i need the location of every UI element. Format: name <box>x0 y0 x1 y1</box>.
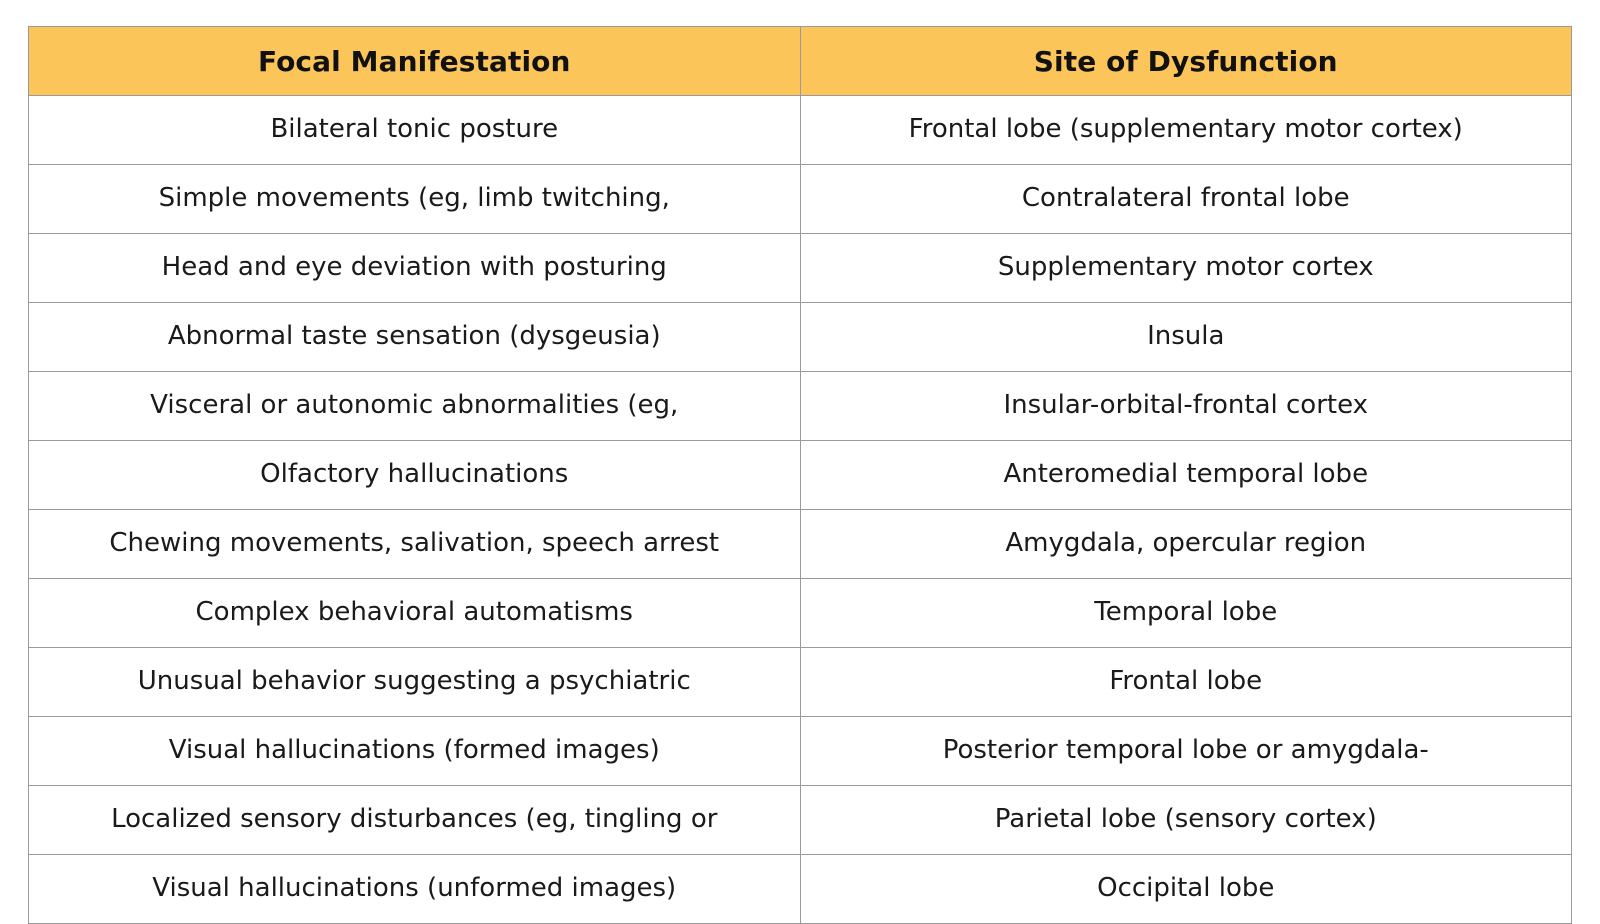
table-header <box>29 27 1572 96</box>
table-row <box>29 372 1572 441</box>
table-row <box>29 717 1572 786</box>
table-row <box>29 303 1572 372</box>
table-row <box>29 441 1572 510</box>
cell-site: Posterior temporal lobe or amygdala- <box>800 717 1572 786</box>
cell-manifestation: Abnormal taste sensation (dysgeusia) <box>29 303 801 372</box>
cell-site: Contralateral frontal lobe <box>800 165 1572 234</box>
cell-site: Temporal lobe <box>800 579 1572 648</box>
cell-manifestation: Chewing movements, salivation, speech arrest <box>29 510 801 579</box>
cell-manifestation: Visceral or autonomic abnormalities (eg, <box>29 372 801 441</box>
table-row <box>29 234 1572 303</box>
cell-site: Supplementary motor cortex <box>800 234 1572 303</box>
table-body <box>29 96 1572 924</box>
cell-manifestation: Visual hallucinations (formed images) <box>29 717 801 786</box>
cell-manifestation: Visual hallucinations (unformed images) <box>29 855 801 924</box>
cell-manifestation: Complex behavioral automatisms <box>29 579 801 648</box>
table-header-row <box>29 27 1572 96</box>
cell-site: Insular-orbital-frontal cortex <box>800 372 1572 441</box>
cell-site: Parietal lobe (sensory cortex) <box>800 786 1572 855</box>
table-row <box>29 648 1572 717</box>
column-header-focal-manifestation: Focal Manifestation <box>29 27 801 96</box>
cell-manifestation: Bilateral tonic posture <box>29 96 801 165</box>
cell-site: Anteromedial temporal lobe <box>800 441 1572 510</box>
cell-manifestation: Olfactory hallucinations <box>29 441 801 510</box>
table-row <box>29 579 1572 648</box>
focal-manifestation-table <box>28 26 1572 924</box>
cell-manifestation: Simple movements (eg, limb twitching, <box>29 165 801 234</box>
cell-site: Insula <box>800 303 1572 372</box>
table-row <box>29 165 1572 234</box>
column-header-site-of-dysfunction: Site of Dysfunction <box>800 27 1572 96</box>
cell-site: Occipital lobe <box>800 855 1572 924</box>
cell-manifestation: Head and eye deviation with posturing <box>29 234 801 303</box>
table-row <box>29 510 1572 579</box>
table-row <box>29 786 1572 855</box>
cell-site: Amygdala, opercular region <box>800 510 1572 579</box>
cell-manifestation: Localized sensory disturbances (eg, tingling or <box>29 786 801 855</box>
cell-site: Frontal lobe (supplementary motor cortex) <box>800 96 1572 165</box>
table-row <box>29 96 1572 165</box>
table-row <box>29 855 1572 924</box>
cell-manifestation: Unusual behavior suggesting a psychiatric <box>29 648 801 717</box>
cell-site: Frontal lobe <box>800 648 1572 717</box>
